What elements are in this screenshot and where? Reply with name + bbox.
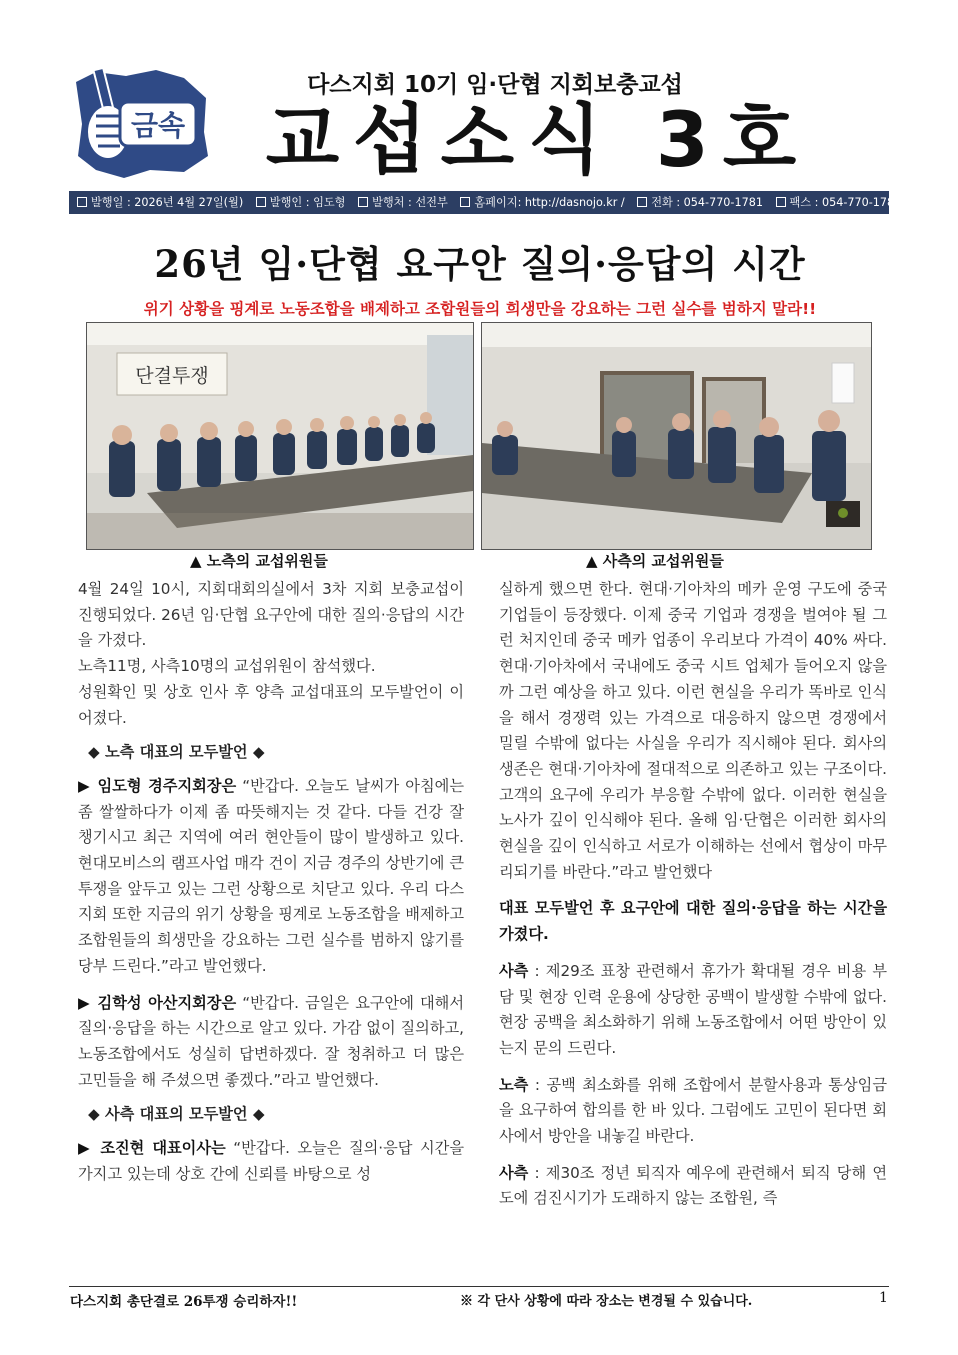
qa-text: : 제30조 정년 퇴직자 예우에 관련해서 퇴직 당해 연도에 검진시기가 도래하지 않는 조합원, 즉	[499, 1163, 887, 1208]
banner-text: 단결투쟁	[135, 365, 209, 387]
speech-text: “반갑다. 금일은 요구안에 대해서 질의·응답을 하는 시간으로 알고 있다. 가감 없이 질의하고, 노동조합에서도 성실히 답변하겠다. 잘 청취하고 더 많은 고민들을 해 주셨으면 좋겠다.”라고 발언했다.	[78, 993, 464, 1089]
labor-committee-photo	[86, 322, 474, 550]
qa-item	[499, 1161, 887, 1212]
union-logo	[66, 64, 212, 184]
management-opening-heading: ◆ 사측 대표의 모두발언 ◆	[88, 1105, 265, 1124]
intro-paragraph: 노측11명, 사측10명의 교섭위원이 참석했다.	[78, 657, 376, 676]
speaker-name: ▶ 김학성 아산지회장은	[78, 993, 237, 1012]
qa-side: 사측	[499, 1163, 529, 1182]
homepage-link[interactable]: 홈페이지: http://dasnojo.kr /	[474, 196, 625, 209]
publish-date: 발행일 : 2026년 4월 27일(월)	[91, 196, 244, 209]
management-photo-caption: ▲ 사측의 교섭위원들	[586, 552, 724, 570]
speaker-name: ▶ 조진현 대표이사는	[78, 1139, 226, 1158]
labor-opening-heading: ◆ 노측 대표의 모두발언 ◆	[88, 743, 265, 762]
qa-item	[499, 959, 887, 1062]
right-column	[499, 577, 887, 1212]
qa-side: 사측	[499, 961, 529, 980]
speaker-name: ▶ 임도형 경주지회장은	[78, 776, 237, 795]
svg-text:교섭소식 3호: 교섭소식 3호	[265, 95, 811, 184]
qa-text: : 공백 최소화를 위해 조합에서 분할사용과 통상임금을 요구하여 합의를 한 바 있다. 그럼에도 고민이 된다면 회사에서 방안을 내놓길 바란다.	[499, 1075, 887, 1146]
publication-info-bar	[69, 191, 902, 214]
qa-transition: 대표 모두발언 후 요구안에 대한 질의·응답을 하는 시간을 가졌다.	[499, 899, 887, 944]
footer-notice: ※ 각 단사 상황에 따라 장소는 변경될 수 있습니다.	[460, 1294, 753, 1309]
qa-item	[499, 1073, 887, 1150]
intro-paragraph: 4월 24일 10시, 지회대회의실에서 3차 지회 보충교섭이 진행되었다. 26년 임·단협 요구안에 대한 질의·응답의 시간을 가졌다.	[78, 580, 464, 650]
speech-text: “반갑다. 오늘은 질의·응답 시간을 가지고 있는데 상호 간에 신뢰를 바탕으로 성	[78, 1139, 464, 1183]
left-column	[78, 577, 464, 1187]
issuing-office: 발행처 : 선전부	[372, 196, 448, 209]
publisher: 발행인 : 임도형	[269, 196, 346, 209]
footer-slogan: 다스지회 총단결로 26투쟁 승리하자!!	[70, 1294, 298, 1310]
speech-continuation: 실하게 했으면 한다. 현대·기아차의 메카 운영 구도에 중국 기업들이 등장했다. 이제 중국 기업과 경쟁을 벌여야 될 그런 처지인데 중국 메카 업종이 우리보다 가격이 40% 싸다. 현대·기아차에서 국내에도 중국 시트 업체가 들어오지 않을까 그런 예상을 하고 있다. 이런 현실을 우리가 똑바로 인식을 해서 경쟁력 있는 가격으로 대응하지 않으면 경쟁에서 밀릴 수밖에 없다는 사실을 우리가 직시해야 된다. 회사의 생존은 현대·기아차에 절대적으로 의존하고 있는 구조이다. 고객의 요구에 우리가 부응할 수밖에 없다. 이러한 현실을 노사가 깊이 인식해야 된다. 올해 임·단협은 이러한 회사의 현실을 깊이 인식하고 서로가 이해하는 선에서 협상이 마무리되기를 바란다.”라고 발언했다	[499, 580, 887, 881]
speech-paragraph	[78, 991, 464, 1094]
page-number: 1	[879, 1290, 888, 1306]
management-committee-photo	[481, 322, 872, 550]
newsletter-subtitle: 다스지회 10기 임·단협 지회보충교섭	[307, 72, 683, 98]
footer-divider	[69, 1286, 889, 1287]
phone-number: 전화 : 054-770-1781	[651, 196, 763, 209]
intro-paragraph: 성원확인 및 상호 인사 후 양측 교섭대표의 모두발언이 이어졌다.	[78, 682, 464, 727]
speech-paragraph	[78, 1136, 464, 1187]
speech-text: “반갑다. 오늘도 날씨가 아침에는 좀 쌀쌀하다가 이제 좀 따뜻해지는 것 같다. 다들 건강 잘 챙기시고 최근 지역에 여러 현안들이 많이 발생하고 있다. 현대모비스의 램프사업 매각 건이 지금 경주의 상반기에 큰 투쟁을 앞두고 있는 그런 상황으로 치닫고 있다. 우리 다스지회 또한 지금의 위기 상황을 핑계로 노동조합을 배제하고 조합원들의 희생만을 강요하는 그런 실수를 범하지 않기를 당부 드린다.”라고 발언했다.	[78, 776, 464, 975]
qa-text: : 제29조 표창 관련해서 휴가가 확대될 경우 비용 부담 및 현장 인력 운용에 상당한 공백이 발생할 수밖에 없다. 현장 공백을 최소화하기 위해 노동조합에서 어떤 방안이 있는지 문의 드린다.	[499, 961, 887, 1057]
qa-side: 노측	[499, 1075, 529, 1094]
speech-paragraph	[78, 774, 464, 980]
article-headline: 26년 임·단협 요구안 질의·응답의 시간	[154, 242, 806, 286]
labor-photo-caption: ▲ 노측의 교섭위원들	[190, 552, 328, 570]
logo-text: 금속	[130, 109, 186, 142]
fax-number: 팩스 : 054-770-1780	[789, 196, 902, 209]
article-subheadline: 위기 상황을 핑계로 노동조합을 배제하고 조합원들의 희생만을 강요하는 그런 실수를 범하지 말라!!	[143, 300, 817, 318]
newsletter-title	[228, 95, 848, 184]
